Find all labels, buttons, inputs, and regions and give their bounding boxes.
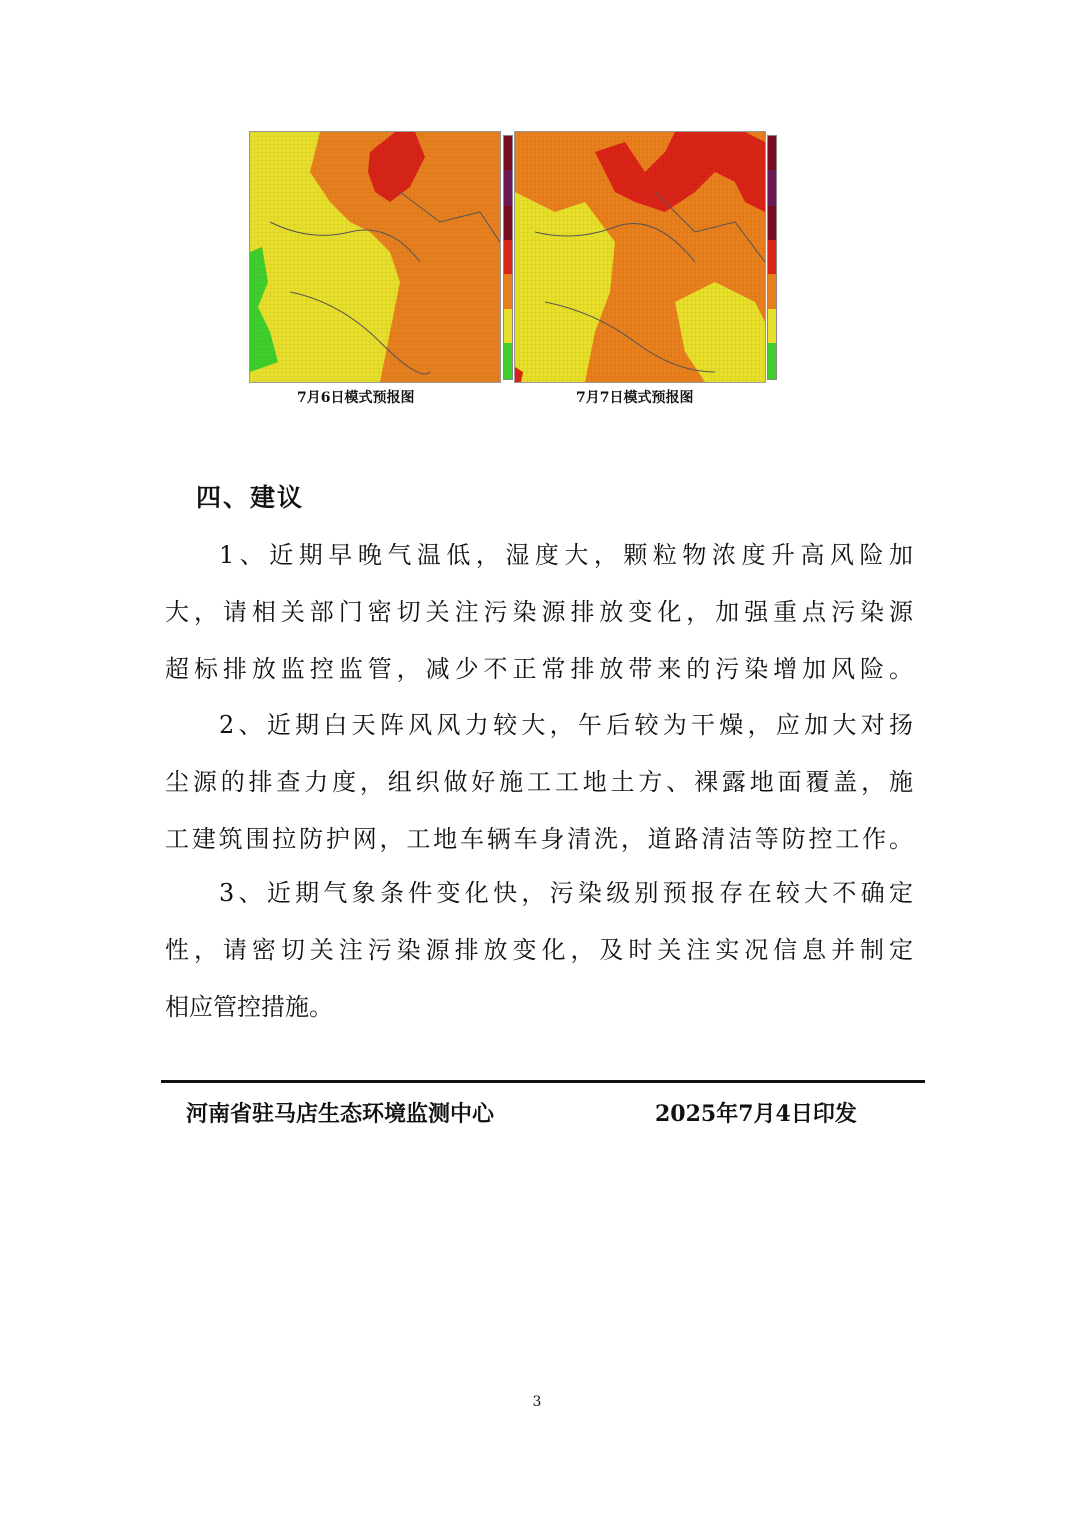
issuer-name: 河南省驻马店生态环境监测中心 [186,1101,495,1127]
paragraph-line: 尘源的排查力度，组织做好施工工地土方、裸露地面覆盖，施 [165,768,913,796]
paragraph-line: 2、近期白天阵风风力较大，午后较为干燥，应加大对扬 [219,711,913,739]
map-caption-july-7: 7月7日模式预报图 [576,390,694,406]
paragraph-line: 3、近期气象条件变化快，污染级别预报存在较大不确定 [219,879,913,907]
section-heading: 四、建议 [196,483,305,512]
paragraph-line: 工建筑围拉防护网，工地车辆车身清洗，道路清洁等防控工作。 [165,825,913,853]
issue-date: 2025年7月4日印发 [655,1101,857,1127]
paragraph-line: 性，请密切关注污染源排放变化，及时关注实况信息并制定 [165,936,913,964]
paragraph-3 [165,865,913,1036]
color-scale-bar-2 [767,135,777,380]
paragraph-line: 超标排放监控监管，减少不正常排放带来的污染增加风险。 [165,655,913,683]
forecast-map-july-6 [249,131,501,383]
paragraph-line: 相应管控措施。 [165,993,333,1021]
paragraph-1 [165,527,913,698]
page-number: 3 [532,1394,542,1410]
footer-divider [161,1080,925,1083]
paragraph-line: 大，请相关部门密切关注污染源排放变化，加强重点污染源 [165,598,913,626]
forecast-map-july-7 [514,131,766,383]
paragraph-line: 1、近期早晚气温低，湿度大，颗粒物浓度升高风险加 [219,541,913,569]
paragraph-2 [165,697,913,868]
color-scale-bar-1 [503,135,513,380]
map-caption-july-6: 7月6日模式预报图 [297,390,415,406]
